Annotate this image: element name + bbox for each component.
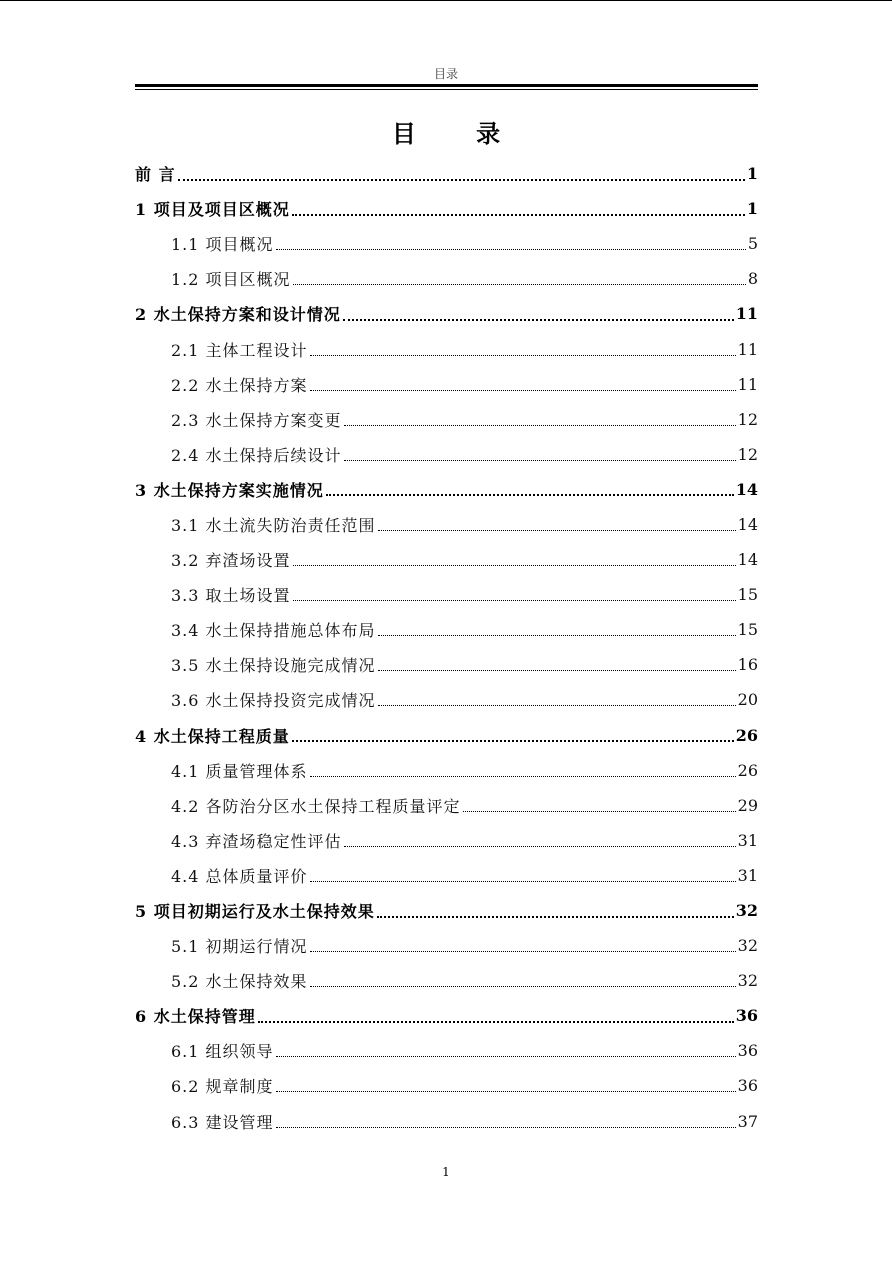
toc-entry-label: 2 水土保持方案和设计情况 [135,305,341,325]
toc-entry-page: 15 [737,585,758,605]
toc-dot-leader [343,319,734,321]
toc-entry[interactable] [0,682,892,717]
toc-entry-page: 36 [737,1041,758,1061]
toc-entry-page: 14 [737,514,758,534]
toc-entry-page: 11 [735,304,758,324]
toc-entry-page: 11 [737,339,758,359]
toc-dot-leader [276,1091,736,1092]
toc-dot-leader [310,881,736,882]
toc-entry-label: 3 水土保持方案实施情况 [135,480,324,500]
toc-entry-label: 4.1 质量管理体系 [171,761,308,781]
header-rule-thin [135,89,758,90]
toc-entry-label: 3.5 水土保持设施完成情况 [171,656,376,676]
toc-dot-leader [378,705,736,706]
toc-dot-leader [292,740,734,742]
toc-entry-page: 14 [737,550,758,570]
toc-entry-page: 26 [737,760,758,780]
toc-entry-page: 36 [737,1076,758,1096]
toc-entry[interactable] [0,998,892,1033]
toc-entry-label: 3.4 水土保持措施总体布局 [171,621,376,641]
toc-entry[interactable] [0,1068,892,1103]
toc-entry[interactable] [0,1104,892,1139]
toc-entry-page: 26 [735,725,758,745]
toc-entry-page: 5 [747,234,758,254]
toc-dot-leader [378,530,736,531]
toc-entry-label: 4.3 弃渣场稳定性评估 [171,831,342,851]
toc-entry-label: 6.2 规章制度 [171,1077,274,1097]
toc-dot-leader [178,179,745,181]
toc-entry-label: 4 水土保持工程质量 [135,726,290,746]
toc-entry-label: 前 言 [135,165,176,185]
toc-list [0,156,892,1139]
toc-entry-label: 5.1 初期运行情况 [171,937,308,957]
page-number: 1 [442,1165,450,1179]
toc-entry-page: 31 [737,865,758,885]
toc-entry[interactable] [0,542,892,577]
toc-entry[interactable] [0,367,892,402]
toc-dot-leader [344,425,736,426]
toc-entry-page: 32 [737,936,758,956]
toc-entry-page: 29 [737,795,758,815]
toc-dot-leader [310,390,736,391]
toc-dot-leader [293,565,736,566]
toc-entry-label: 3.2 弃渣场设置 [171,551,291,571]
toc-entry-label: 2.1 主体工程设计 [171,340,308,360]
toc-entry-page: 11 [737,374,758,394]
toc-dot-leader [310,951,736,952]
toc-entry-label: 1 项目及项目区概况 [135,200,290,220]
toc-entry[interactable] [0,261,892,296]
toc-entry[interactable] [0,507,892,542]
header-rule [135,84,758,87]
toc-dot-leader [377,916,734,918]
toc-title: 目 录 [391,119,527,148]
toc-entry-page: 36 [735,1006,758,1026]
toc-entry-page: 20 [737,690,758,710]
toc-entry[interactable] [0,858,892,893]
toc-entry[interactable] [0,402,892,437]
toc-dot-leader [310,776,736,777]
toc-entry[interactable] [0,647,892,682]
toc-dot-leader [293,284,746,285]
toc-dot-leader [292,214,745,216]
toc-entry-label: 5 项目初期运行及水土保持效果 [135,902,375,922]
toc-dot-leader [276,249,746,250]
toc-entry-page: 12 [737,444,758,464]
toc-entry[interactable] [0,437,892,472]
toc-entry-label: 1.2 项目区概况 [171,270,291,290]
toc-entry[interactable] [0,718,892,753]
toc-entry[interactable] [0,577,892,612]
toc-entry-page: 32 [735,901,758,921]
running-header: 目录 [433,67,458,81]
toc-dot-leader [310,355,736,356]
toc-dot-leader [293,600,736,601]
toc-entry-page: 1 [746,164,758,184]
toc-entry-page: 15 [737,620,758,640]
toc-entry-label: 3.6 水土保持投资完成情况 [171,691,376,711]
toc-dot-leader [378,635,736,636]
toc-entry-label: 3.1 水土流失防治责任范围 [171,515,376,535]
toc-entry[interactable] [0,928,892,963]
toc-entry-page: 16 [737,655,758,675]
toc-dot-leader [344,846,736,847]
toc-dot-leader [463,811,736,812]
toc-entry[interactable] [0,1033,892,1068]
toc-entry[interactable] [0,612,892,647]
toc-entry[interactable] [0,156,892,191]
toc-entry[interactable] [0,191,892,226]
toc-entry-label: 6.1 组织领导 [171,1042,274,1062]
toc-entry[interactable] [0,963,892,998]
toc-dot-leader [310,986,736,987]
toc-entry-label: 6.3 建设管理 [171,1112,274,1132]
toc-entry-page: 14 [735,479,758,499]
toc-entry-label: 4.4 总体质量评价 [171,866,308,886]
toc-entry-label: 5.2 水土保持效果 [171,972,308,992]
toc-entry-label: 3.3 取土场设置 [171,586,291,606]
toc-entry-label: 2.2 水土保持方案 [171,375,308,395]
toc-entry-label: 4.2 各防治分区水土保持工程质量评定 [171,796,461,816]
toc-entry-page: 8 [747,269,758,289]
toc-entry[interactable] [0,472,892,507]
toc-dot-leader [378,670,736,671]
toc-entry[interactable] [0,788,892,823]
toc-entry[interactable] [0,753,892,788]
toc-entry-label: 1.1 项目概况 [171,235,274,255]
toc-entry[interactable] [0,823,892,858]
toc-entry[interactable] [0,296,892,331]
toc-entry[interactable] [0,226,892,261]
toc-entry-page: 32 [737,971,758,991]
toc-dot-leader [276,1056,736,1057]
toc-entry-page: 12 [737,409,758,429]
page-top-border [0,0,892,1]
toc-entry-page: 1 [746,199,758,219]
toc-entry[interactable] [0,893,892,928]
toc-dot-leader [276,1127,736,1128]
toc-dot-leader [326,494,734,496]
toc-entry-page: 31 [737,830,758,850]
toc-entry-label: 2.4 水土保持后续设计 [171,445,342,465]
toc-entry-label: 2.3 水土保持方案变更 [171,410,342,430]
toc-entry-label: 6 水土保持管理 [135,1007,256,1027]
toc-entry-page: 37 [737,1111,758,1131]
toc-entry[interactable] [0,331,892,366]
toc-dot-leader [344,460,736,461]
toc-dot-leader [258,1021,734,1023]
